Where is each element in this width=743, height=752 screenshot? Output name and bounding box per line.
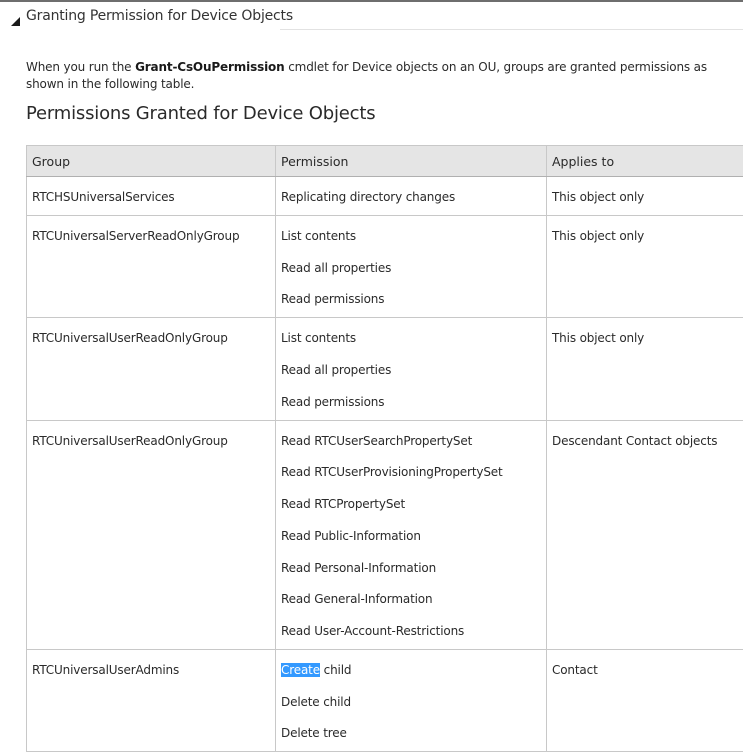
intro-paragraph (26, 59, 741, 93)
section-divider (280, 29, 743, 30)
permission-item: List contents (281, 227, 541, 245)
group-cell: RTCUniversalServerReadOnlyGroup (27, 216, 276, 318)
section-title: Granting Permission for Device Objects (26, 8, 293, 24)
applies-to-cell: Descendant Contact objects (547, 420, 743, 649)
permission-item: List contents (281, 329, 541, 347)
permission-item-rest: child (320, 663, 351, 677)
intro-text-after: cmdlet for Device objects on an OU, groups are granted permissions as shown in the following table. (26, 60, 707, 91)
table-row (27, 216, 743, 318)
permission-item (281, 661, 541, 679)
selected-text[interactable]: Create (281, 663, 320, 677)
intro-text-before: When you run the (26, 60, 135, 74)
permission-cell (276, 420, 547, 649)
permission-item: Read Public-Information (281, 527, 541, 545)
permission-item: Read Personal-Information (281, 559, 541, 577)
applies-to-cell: This object only (547, 177, 743, 216)
permission-item: Read General-Information (281, 590, 541, 608)
cmdlet-name: Grant-CsOuPermission (135, 60, 284, 74)
table-row (27, 318, 743, 420)
permission-item: Read all properties (281, 361, 541, 379)
header-applies-to: Applies to (547, 146, 743, 177)
collapse-triangle-icon[interactable] (11, 17, 20, 26)
permission-item: Read all properties (281, 259, 541, 277)
permission-cell (276, 216, 547, 318)
permission-item: Read RTCPropertySet (281, 495, 541, 513)
table-row (27, 420, 743, 649)
permissions-table (26, 145, 743, 752)
applies-to-cell: Contact (547, 649, 743, 751)
permission-item: Read User-Account-Restrictions (281, 622, 541, 640)
group-cell: RTCHSUniversalServices (27, 177, 276, 216)
group-cell: RTCUniversalUserReadOnlyGroup (27, 420, 276, 649)
table-row (27, 177, 743, 216)
permission-cell (276, 177, 547, 216)
permission-item: Read permissions (281, 393, 541, 411)
applies-to-cell: This object only (547, 216, 743, 318)
permission-cell (276, 649, 547, 751)
permission-cell (276, 318, 547, 420)
table-title: Permissions Granted for Device Objects (26, 103, 375, 124)
permission-item: Read RTCUserProvisioningPropertySet (281, 463, 541, 481)
table-header-row (27, 146, 743, 177)
group-cell: RTCUniversalUserReadOnlyGroup (27, 318, 276, 420)
permission-item: Delete tree (281, 724, 541, 742)
permission-item: Read permissions (281, 290, 541, 308)
applies-to-cell: This object only (547, 318, 743, 420)
section-header[interactable] (0, 4, 743, 28)
permission-item: Replicating directory changes (281, 188, 541, 206)
permission-item: Read RTCUserSearchPropertySet (281, 432, 541, 450)
top-border (0, 0, 743, 2)
table-row (27, 649, 743, 751)
header-group: Group (27, 146, 276, 177)
header-permission: Permission (276, 146, 547, 177)
permission-item: Delete child (281, 693, 541, 711)
group-cell: RTCUniversalUserAdmins (27, 649, 276, 751)
